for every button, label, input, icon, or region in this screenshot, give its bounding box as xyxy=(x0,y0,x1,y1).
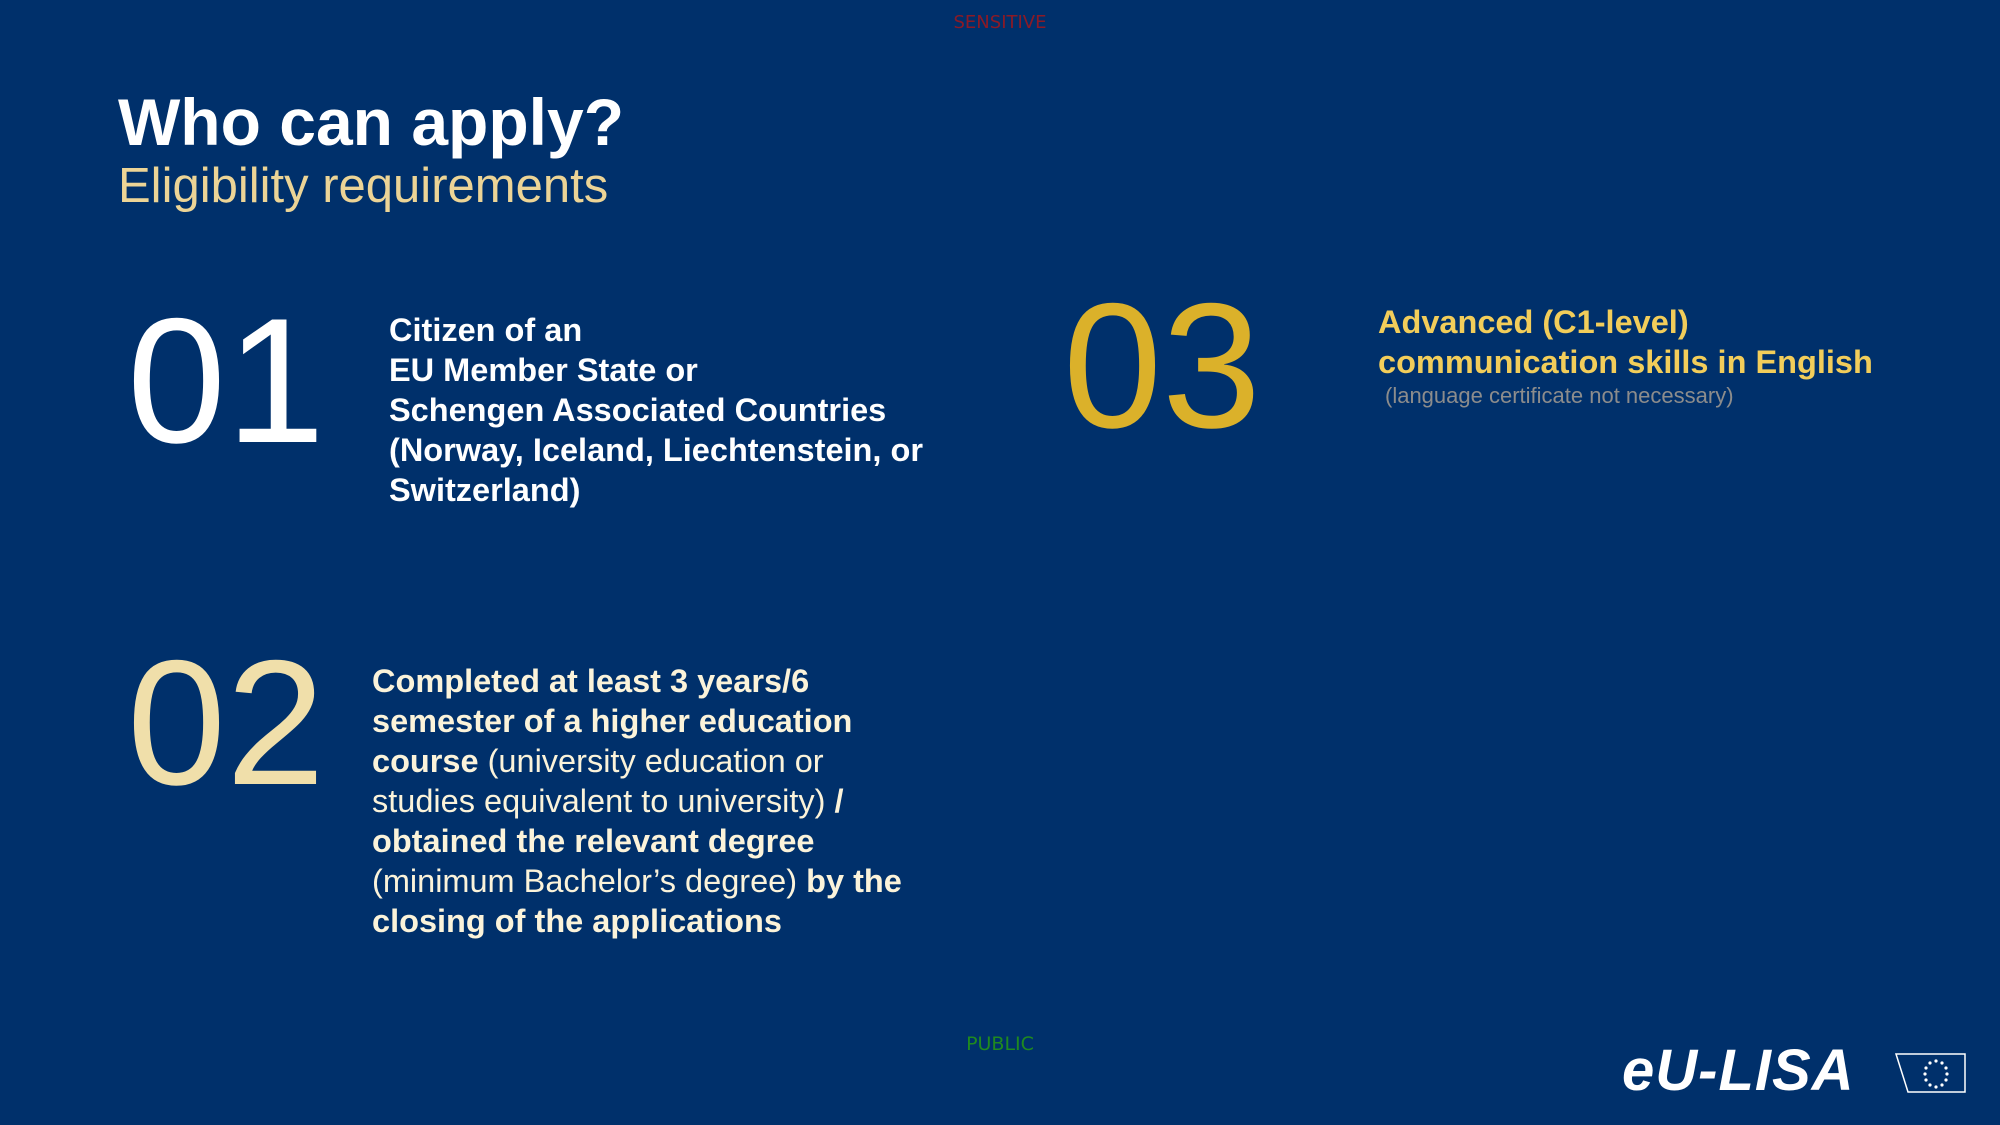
text-line xyxy=(372,861,972,901)
text-line: Citizen of an xyxy=(389,312,583,348)
logo-wordmark: eU-LISA xyxy=(1622,1038,1855,1103)
text-line xyxy=(372,701,972,741)
text-bold: course xyxy=(372,743,479,779)
item-text-education xyxy=(372,661,972,941)
text-bold: obtained the relevant degree xyxy=(372,823,815,859)
text-line: communication skills in English xyxy=(1378,344,1873,380)
page-subtitle: Eligibility requirements xyxy=(118,159,609,213)
text-bold: Completed at least 3 years/6 xyxy=(372,663,810,699)
item-number-03: 03 xyxy=(1063,266,1261,465)
text-line: Switzerland) xyxy=(389,472,581,508)
text-line: Schengen Associated Countries xyxy=(389,392,887,428)
eu-flag-icon xyxy=(1894,1053,1966,1093)
classification-label-top: SENSITIVE xyxy=(953,12,1047,33)
item-number-02: 02 xyxy=(127,623,325,822)
eu-lisa-logo xyxy=(1622,1038,1966,1103)
text-line xyxy=(372,661,972,701)
text-bold: semester of a higher education xyxy=(372,703,853,739)
text-regular: studies equivalent to university) xyxy=(372,783,835,819)
item-text-language xyxy=(1378,302,1873,382)
item-number-01: 01 xyxy=(127,281,325,480)
text-bold: / xyxy=(834,783,844,819)
item-text-citizenship xyxy=(389,310,923,510)
text-regular: (minimum Bachelor’s degree) xyxy=(372,863,807,899)
item-note-language: (language certificate not necessary) xyxy=(1385,383,1734,408)
text-bold: by the xyxy=(806,863,902,899)
text-line: EU Member State or xyxy=(389,352,698,388)
classification-label-bottom: PUBLIC xyxy=(966,1033,1034,1055)
text-line: (Norway, Iceland, Liechtenstein, or xyxy=(389,432,923,468)
text-bold: closing of the applications xyxy=(372,903,782,939)
text-line xyxy=(372,781,972,821)
text-regular: (university education or xyxy=(478,743,824,779)
text-line xyxy=(372,901,972,941)
page-title: Who can apply? xyxy=(118,85,625,159)
text-line: Advanced (C1-level) xyxy=(1378,304,1689,340)
text-line xyxy=(372,741,972,781)
text-line xyxy=(372,821,972,861)
